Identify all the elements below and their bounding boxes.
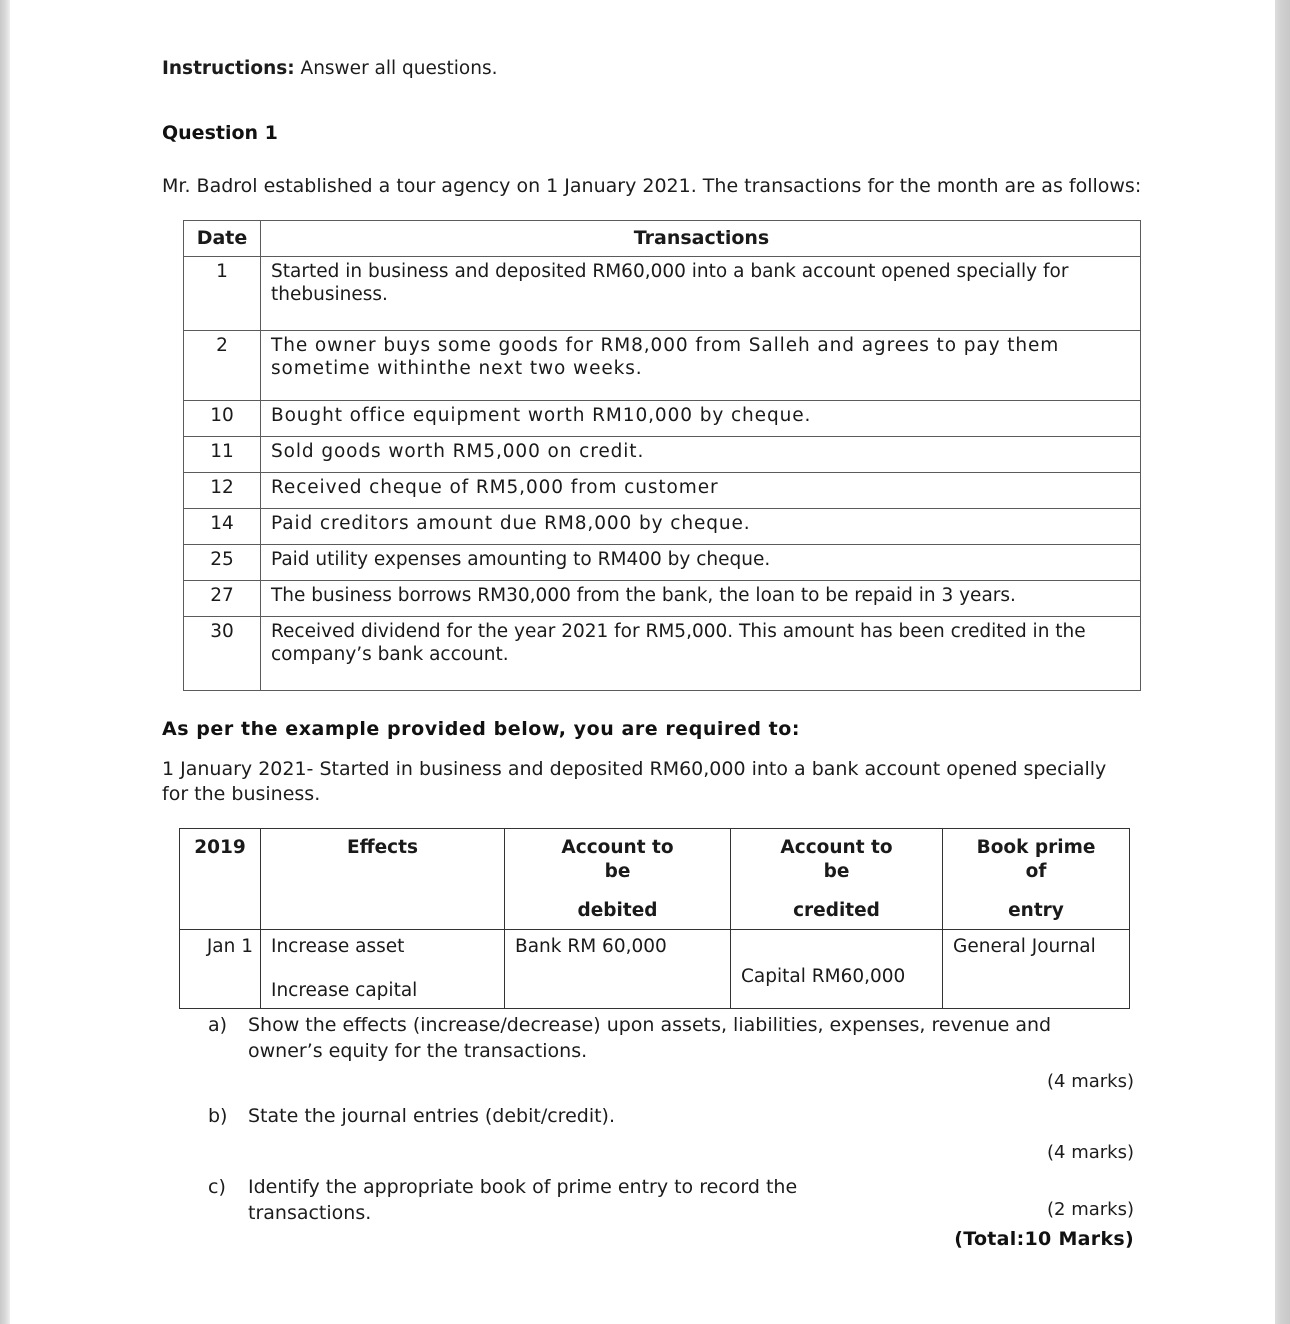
cell-transaction: Started in business and deposited RM60,000 into a bank account opened specially for thebusiness. xyxy=(261,257,1141,331)
spacer xyxy=(162,1092,1162,1104)
cell-transaction xyxy=(261,617,1141,691)
example-table xyxy=(179,828,1130,1009)
table-header-row xyxy=(184,221,1141,257)
column-header-date: Date xyxy=(184,221,261,257)
header-line2: of xyxy=(1025,860,1047,882)
list-item xyxy=(162,1175,1162,1223)
header-line1: 2019 xyxy=(194,837,246,858)
cell-date: 27 xyxy=(184,581,261,617)
spacer xyxy=(162,1163,1162,1175)
cell-transaction: Paid utility expenses amounting to RM400 by cheque. xyxy=(261,545,1141,581)
question-intro: Mr. Badrol established a tour agency on 1 January 2021. The transactions for the month are as follows: xyxy=(162,175,1142,197)
header-line1: Account to xyxy=(780,837,893,858)
marks-c: (2 marks) xyxy=(1047,1199,1134,1221)
cell-transaction: Received cheque of RM5,000 from customer xyxy=(261,473,1141,509)
instructions-text: Answer all questions. xyxy=(294,58,498,79)
example-description: 1 January 2021- Started in business and deposited RM60,000 into a bank account opened specially for the business. xyxy=(162,758,1107,806)
cell-date: 11 xyxy=(184,437,261,473)
cell-book-prime-entry: General Journal xyxy=(943,930,1130,1009)
cell-transaction: Bought office equipment worth RM10,000 by cheque. xyxy=(261,401,1141,437)
table-row xyxy=(184,437,1141,473)
cell-date: 14 xyxy=(184,509,261,545)
total-marks: (Total:10 Marks) xyxy=(954,1228,1134,1250)
spacer xyxy=(162,1064,1162,1071)
header-line1: Account to xyxy=(561,837,674,858)
list-item xyxy=(162,1013,1162,1064)
table-row xyxy=(184,473,1141,509)
table-row xyxy=(180,930,1130,1009)
as-per-heading: As per the example provided below, you are required to: xyxy=(162,718,801,740)
list-item-text: Show the effects (increase/decrease) upon assets, liabilities, expenses, revenue and owner’s equity for the transactions. xyxy=(248,1014,1052,1062)
transactions-table xyxy=(183,220,1141,691)
requirements-list xyxy=(162,1013,1162,1223)
cell-transaction: The business borrows RM30,000 from the bank, the loan to be repaid in 3 years. xyxy=(261,581,1141,617)
cell-date: 1 xyxy=(184,257,261,331)
cell-transaction-line1: Received dividend for the year 2021 for RM5,000. This amount has been credited in the xyxy=(271,621,1086,643)
cell-date: 12 xyxy=(184,473,261,509)
cell-transaction: The owner buys some goods for RM8,000 from Salleh and agrees to pay them sometime withinthe next two weeks. xyxy=(261,331,1141,401)
cell-effect-2: Increase capital xyxy=(271,980,418,1002)
list-item xyxy=(162,1104,1162,1130)
header-line1: Book prime xyxy=(976,837,1096,858)
column-header-effects xyxy=(261,829,505,930)
marks-b: (4 marks) xyxy=(1047,1141,1134,1163)
header-line3: credited xyxy=(793,900,880,922)
instructions-label: Instructions: xyxy=(162,58,295,79)
marks-a: (4 marks) xyxy=(1047,1071,1134,1093)
cell-date: Jan 1 xyxy=(180,930,261,1009)
cell-date: 10 xyxy=(184,401,261,437)
instructions-line xyxy=(162,58,498,79)
header-line2: be xyxy=(604,860,631,882)
page-gutter-right xyxy=(1275,0,1290,1324)
column-header-debited xyxy=(505,829,731,930)
header-line2: be xyxy=(823,860,850,882)
list-item-text: Identify the appropriate book of prime entry to record the transactions. xyxy=(248,1175,798,1224)
table-row xyxy=(184,509,1141,545)
table-row xyxy=(184,401,1141,437)
list-marker: c) xyxy=(208,1175,226,1198)
header-spacer xyxy=(947,883,1125,899)
cell-transaction: Sold goods worth RM5,000 on credit. xyxy=(261,437,1141,473)
table-header-row xyxy=(180,829,1130,930)
spacer xyxy=(162,1130,1162,1142)
column-header-transactions: Transactions xyxy=(261,221,1141,257)
cell-effects xyxy=(261,930,505,1009)
cell-debited: Bank RM 60,000 xyxy=(505,930,731,1009)
column-header-credited xyxy=(731,829,943,930)
table-row xyxy=(184,257,1141,331)
cell-date: 2 xyxy=(184,331,261,401)
cell-effect-1: Increase asset xyxy=(271,936,405,958)
column-header-year xyxy=(180,829,261,930)
page-gutter-left xyxy=(0,0,10,1324)
table-row xyxy=(184,545,1141,581)
table-row xyxy=(184,581,1141,617)
cell-credited: Capital RM60,000 xyxy=(731,930,943,1009)
column-header-book-prime-entry xyxy=(943,829,1130,930)
cell-transaction-line2: company’s bank account. xyxy=(271,643,509,665)
document-page xyxy=(10,0,1275,1324)
table-row xyxy=(184,617,1141,691)
cell-date: 25 xyxy=(184,545,261,581)
header-line3: entry xyxy=(1008,900,1064,922)
cell-date: 30 xyxy=(184,617,261,691)
header-spacer xyxy=(735,883,938,899)
header-line3: debited xyxy=(577,900,658,922)
list-marker: a) xyxy=(208,1014,228,1036)
cell-transaction: Paid creditors amount due RM8,000 by cheque. xyxy=(261,509,1141,545)
table-row xyxy=(184,331,1141,401)
header-line1: Effects xyxy=(347,837,418,858)
list-item-text: State the journal entries (debit/credit). xyxy=(248,1105,616,1128)
header-spacer xyxy=(509,883,726,899)
page-title: Question 1 xyxy=(162,122,278,144)
list-marker: b) xyxy=(208,1105,228,1128)
